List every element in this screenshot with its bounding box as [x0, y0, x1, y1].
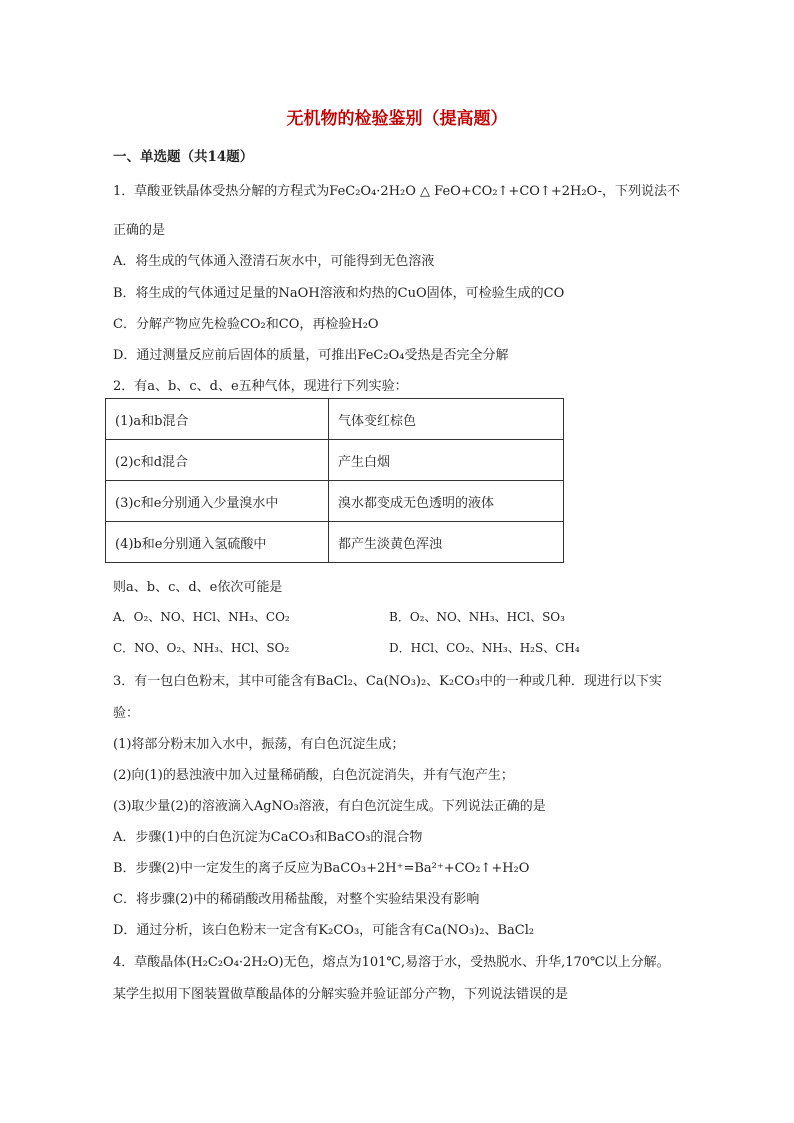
- table-cell: 产生白烟: [329, 440, 564, 481]
- q1-option-c: C．分解产物应先检验CO₂和CO，再检验H₂O: [113, 317, 379, 332]
- q3-step-2: (2)向(1)的悬浊液中加入过量稀硝酸，白色沉淀消失，并有气泡产生；: [113, 768, 514, 783]
- q3-option-a: A．步骤(1)中的白色沉淀为CaCO₃和BaCO₃的混合物: [113, 830, 423, 845]
- table-cell: 溴水都变成无色透明的液体: [329, 481, 564, 522]
- q2-option-d: D．HCl、CO₂、NH₃、H₂S、CH₄: [389, 641, 580, 655]
- table-cell: 气体变红棕色: [329, 399, 564, 440]
- q4-stem-cont: 某学生拟用下图装置做草酸晶体的分解实验并验证部分产物，下列说法错误的是: [113, 987, 569, 1002]
- experiment-table: [105, 398, 564, 563]
- q3-option-d: D．通过分析，该白色粉末一定含有K₂CO₃，可能含有Ca(NO₃)₂、BaCl₂: [113, 923, 535, 938]
- q3-option-c: C．将步骤(2)中的稀硝酸改用稀盐酸，对整个实验结果没有影响: [113, 892, 480, 907]
- table-cell: (1)a和b混合: [106, 399, 329, 440]
- table-row: [106, 522, 564, 563]
- q4-stem: 4．草酸晶体(H₂C₂O₄·2H₂O)无色，熔点为101℃,易溶于水，受热脱水、升华,170℃以上分解。: [113, 955, 670, 970]
- q1-option-d: D．通过测量反应前后固体的质量，可推出FeC₂O₄受热是否完全分解: [113, 348, 509, 363]
- q2-option-c: C．NO、O₂、NH₃、HCl、SO₂: [113, 641, 290, 655]
- q3-option-b: B．步骤(2)中一定发生的离子反应为BaCO₃+2H⁺=Ba²⁺+CO₂↑+H₂O: [113, 861, 530, 876]
- table-row: [106, 481, 564, 522]
- q1-stem: 1．草酸亚铁晶体受热分解的方程式为FeC₂O₄·2H₂O △ FeO+CO₂↑+CO↑+2H₂O-，下列说法不: [113, 184, 681, 199]
- table-cell: (4)b和e分别通入氢硫酸中: [106, 522, 329, 563]
- q2-option-b: B．O₂、NO、NH₃、HCl、SO₃: [389, 610, 565, 624]
- table-row: [106, 399, 564, 440]
- section-heading: 一、单选题（共14题）: [113, 149, 254, 165]
- page-title: 无机物的检验鉴别（提高题）: [286, 109, 508, 129]
- q1-option-a: A．将生成的气体通入澄清石灰水中，可能得到无色溶液: [113, 254, 435, 269]
- q3-step-3: (3)取少量(2)的溶液滴入AgNO₃溶液，有白色沉淀生成。下列说法正确的是: [113, 799, 546, 814]
- table-row: [106, 440, 564, 481]
- q2-option-a: A．O₂、NO、HCl、NH₃、CO₂: [113, 610, 290, 624]
- q1-option-b: B．将生成的气体通过足量的NaOH溶液和灼热的CuO固体，可检验生成的CO: [113, 286, 565, 301]
- q3-stem-cont: 验：: [113, 706, 140, 721]
- table-cell: 都产生淡黄色浑浊: [329, 522, 564, 563]
- q1-stem-cont: 正确的是: [113, 223, 166, 238]
- q3-stem: 3．有一包白色粉末，其中可能含有BaCl₂、Ca(NO₃)₂、K₂CO₃中的一种或几种．现进行以下实: [113, 674, 662, 689]
- table-cell: (2)c和d混合: [106, 440, 329, 481]
- table-cell: (3)c和e分别通入少量溴水中: [106, 481, 329, 522]
- q2-question: 则a、b、c、d、e依次可能是: [113, 580, 283, 595]
- q3-step-1: (1)将部分粉末加入水中，振荡，有白色沉淀生成；: [113, 737, 405, 752]
- q2-stem: 2．有a、b、c、d、e五种气体，现进行下列实验：: [113, 379, 408, 394]
